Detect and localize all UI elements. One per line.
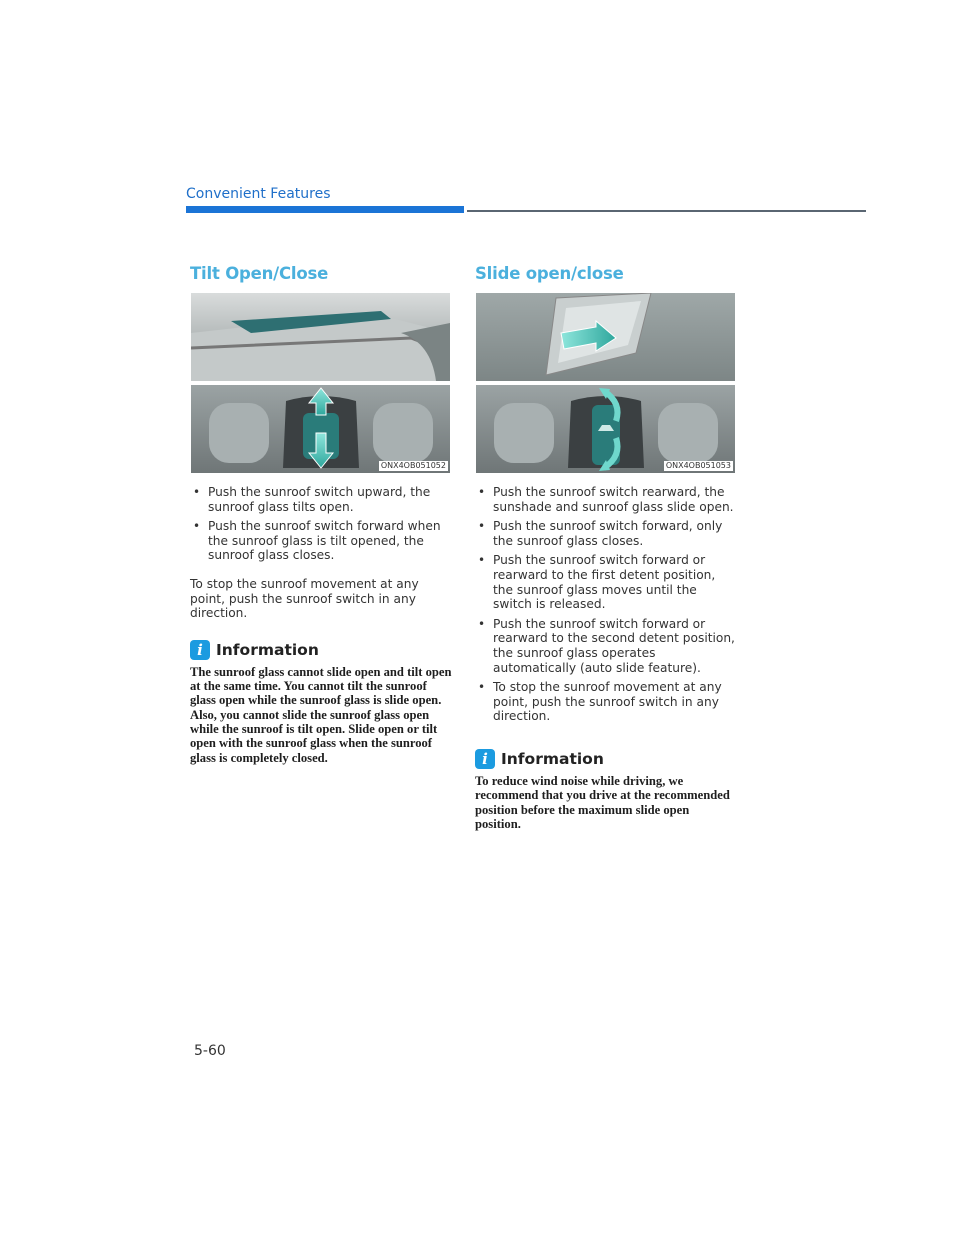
bullet-dot: •	[478, 553, 486, 568]
tilt-bullet-list	[190, 485, 452, 563]
slide-figure	[476, 293, 735, 473]
tilt-figure	[191, 293, 450, 473]
slide-bullet-list	[475, 485, 737, 724]
tilt-info-heading	[190, 639, 452, 661]
slide-illustration	[476, 293, 735, 473]
tilt-figure-code: ONX4OB051052	[380, 461, 446, 470]
tilt-stop-paragraph: To stop the sunroof movement at any point, push the sunroof switch in any direction.	[190, 576, 419, 621]
right-column	[475, 264, 737, 831]
header-bar-rule	[467, 210, 866, 212]
bullet-dot: •	[478, 519, 486, 534]
header-bar-accent	[186, 206, 464, 213]
info-icon: i	[190, 640, 210, 660]
info-label: Information	[216, 640, 319, 659]
left-column	[190, 264, 452, 765]
bullet-dot: •	[193, 519, 201, 534]
tilt-illustration	[191, 293, 450, 473]
slide-info-heading	[475, 748, 737, 770]
list-item: • To stop the sunroof movement at any point, push the sunroof switch in any direction.	[478, 680, 722, 724]
slide-info-text: To reduce wind noise while driving, we recommend that you drive at the recommended position before the maximum slide open position.	[475, 773, 730, 831]
list-item: • Push the sunroof switch forward when the sunroof glass is tilt opened, the sunroof glass closes.	[193, 519, 441, 563]
list-item: • Push the sunroof switch forward or rearward to the first detent position, the sunroof glass moves until the switch is released.	[478, 553, 716, 612]
section-header: Convenient Features	[186, 186, 331, 202]
info-label: Information	[501, 749, 604, 768]
info-icon: i	[475, 749, 495, 769]
page-number: 5-60	[194, 1043, 226, 1059]
bullet-dot: •	[478, 616, 486, 631]
list-item: • Push the sunroof switch forward or rearward to the second detent position, the sunroof glass operates automatically (auto slide feature).	[478, 616, 735, 675]
bullet-dot: •	[193, 485, 201, 499]
slide-figure-code: ONX4OB051053	[665, 461, 731, 470]
tilt-info-text: The sunroof glass cannot slide open and tilt open at the same time. You cannot tilt the sunroof glass open while the sunroof glass is slide open. Also, you cannot slide the sunroof glass open while the sunroof is tilt open. Slide open or tilt open with the sunroof glass when the sunroof glass is completely closed.	[190, 664, 452, 765]
list-item: • Push the sunroof switch forward, only the sunroof glass closes.	[478, 519, 723, 548]
slide-section-title: Slide open/close	[475, 264, 624, 283]
bullet-dot: •	[478, 680, 486, 695]
bullet-dot: •	[478, 485, 486, 499]
list-item: • Push the sunroof switch upward, the sunroof glass tilts open.	[193, 485, 431, 514]
tilt-section-title: Tilt Open/Close	[190, 264, 329, 283]
list-item: • Push the sunroof switch rearward, the sunshade and sunroof glass slide open.	[478, 485, 734, 514]
